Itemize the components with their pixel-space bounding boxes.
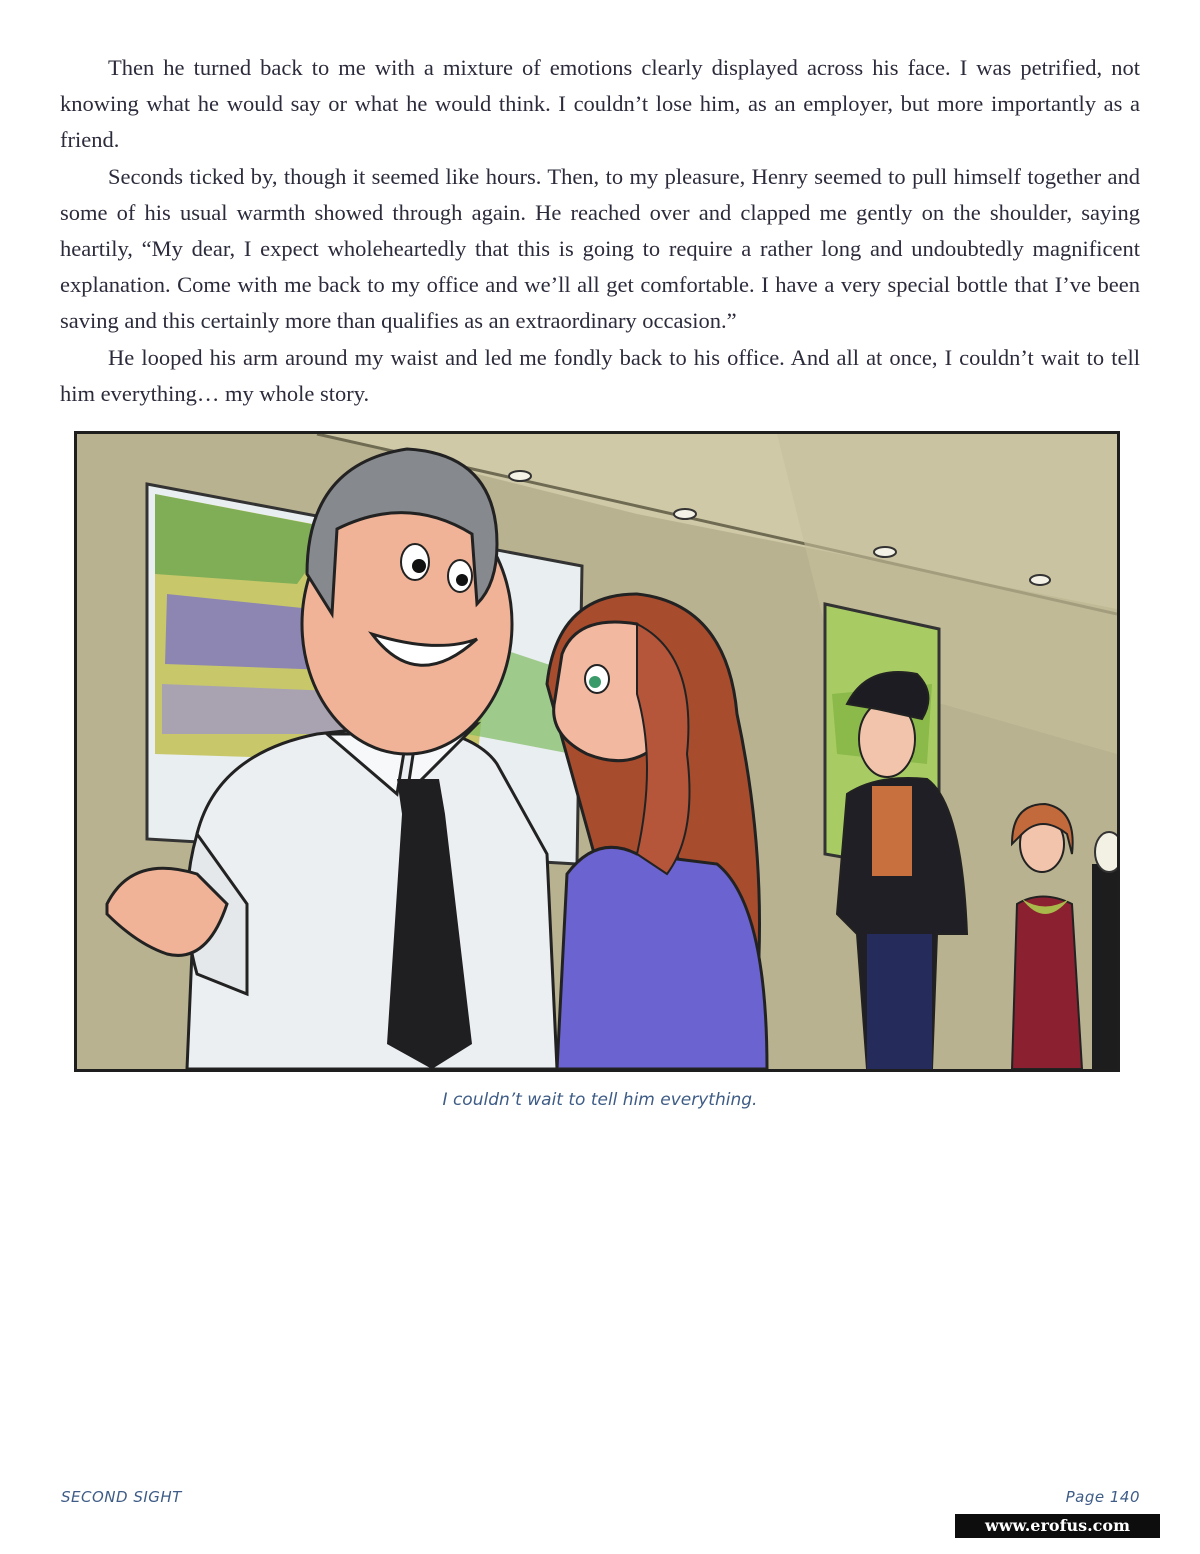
story-text (60, 50, 1140, 412)
page-number: Page 140 (1065, 1488, 1140, 1506)
watermark: www.erofus.com (955, 1514, 1160, 1538)
paragraph: Seconds ticked by, though it seemed like hours. Then, to my pleasure, Henry seemed to pull himself together and some of his usual warmth showed through again. He reached over and clapped me gently on the shoulder, saying heartily, “My dear, I expect wholeheartedly that this is going to require a rather long and undoubtedly magnificent explanation. Come with me back to my office and we’ll all get comfortable. I have a very special bottle that I’ve been saving and this certainly more than qualifies as an extraordinary occasion.” (60, 163, 1140, 334)
paragraph: Then he turned back to me with a mixture of emotions clearly displayed across his face. I was petrified, not knowing what he would say or what he would think. I couldn’t lose him, as an employer, but more importantly as a friend. (60, 55, 1140, 153)
illustration-caption: I couldn’t wait to tell him everything. (442, 1090, 758, 1110)
book-title-footer: SECOND SIGHT (61, 1488, 182, 1506)
comic-panel-illustration (74, 431, 1120, 1072)
paragraph: He looped his arm around my waist and led me fondly back to his office. And all at once, I couldn’t wait to tell him everything… my whole story. (60, 344, 1140, 406)
